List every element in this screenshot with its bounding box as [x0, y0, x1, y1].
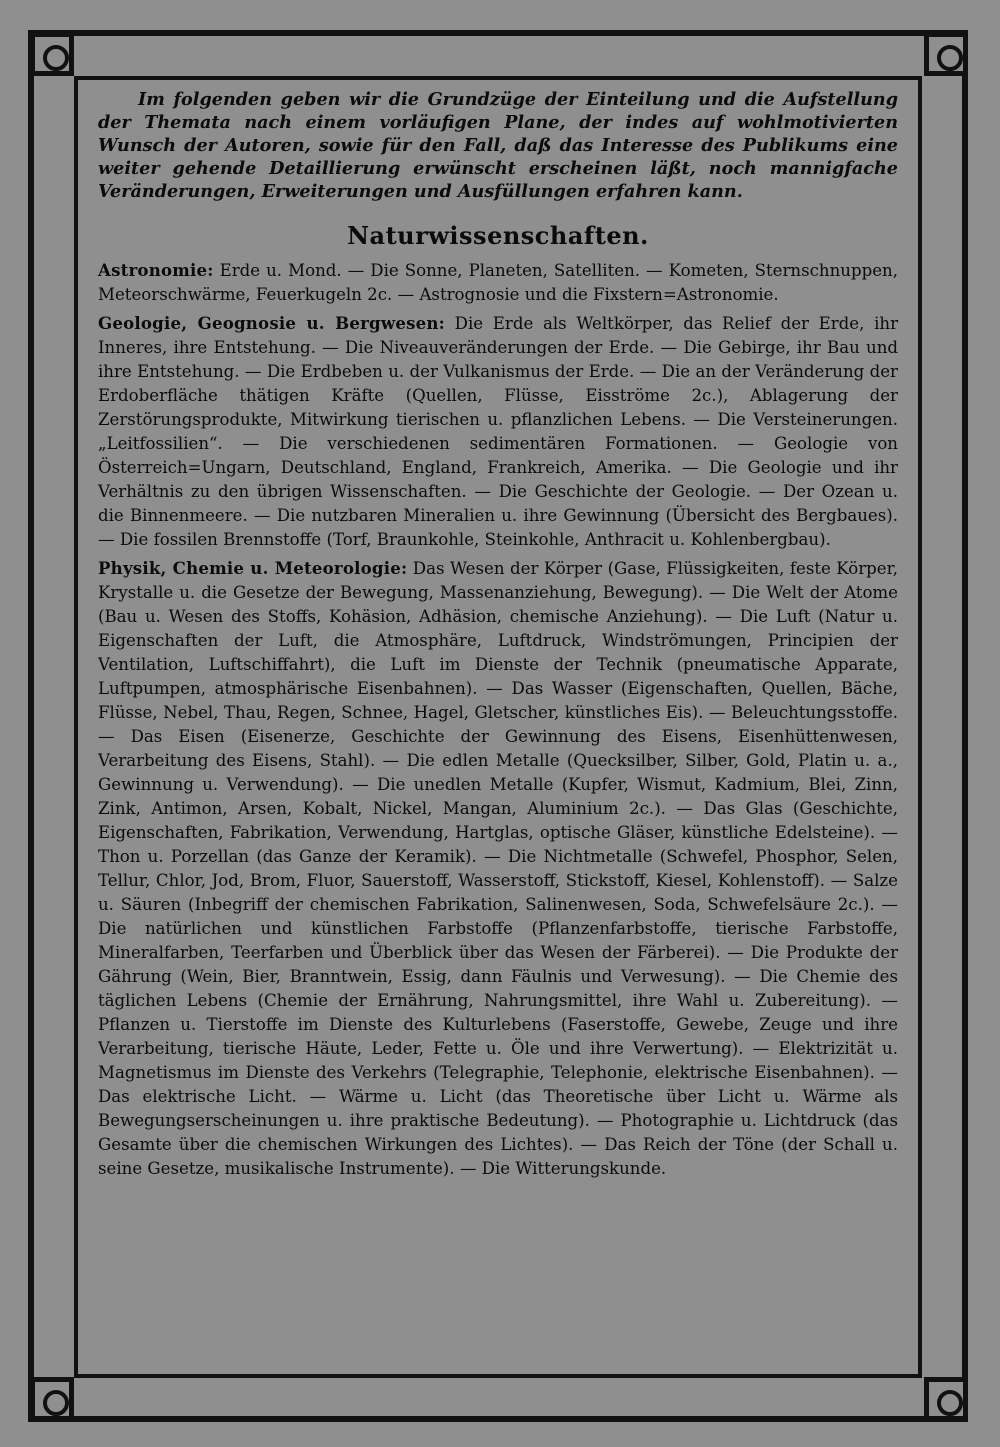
section-body: Erde u. Mond. — Die Sonne, Planeten, Satelliten. — Kometen, Sternschnuppen, Meteorschwärme, Feuerkugeln 2c. — Astrognosie und die Fixstern=Astronomie. — [98, 261, 898, 304]
section-body: Das Wesen der Körper (Gase, Flüssigkeiten, feste Körper, Krystalle u. die Gesetze der Bewegung, Massenanziehung, Bewegung). — Die Welt der Atome (Bau u. Wesen des Stoffs, Kohäsion, Adhäsion, chemische Anziehung). — Die Luft (Natur u. Eigenschaften der Luft, die Atmosphäre, Luftdruck, Windströmungen, Principien der Ventilation, Luftschiffahrt), die Luft im Dienste der Technik (pneumatische Apparate, Luftpumpen, atmosphärische Eisenbahnen). — Das Wasser (Eigenschaften, Quellen, Bäche, Flüsse, Nebel, Thau, Regen, Schnee, Hagel, Gletscher, künstliches Eis). — Beleuchtungsstoffe. — Das Eisen (Eisenerze, Geschichte der Gewinnung des Eisens, Eisenhüttenwesen, Verarbeitung des Eisens, Stahl). — Die edlen Metalle (Quecksilber, Silber, Gold, Platin u. a., Gewinnung u. Verwendung). — Die unedlen Metalle (Kupfer, Wismut, Kadmium, Blei, Zinn, Zink, Antimon, Arsen, Kobalt, Nickel, Mangan, Aluminium 2c.). — Das Glas (Geschichte, Eigenschaften, Fabrikation, Verwendung, Hartglas, optische Gläser, künstliche Edelsteine). — Thon u. Porzellan (das Ganze der Keramik). — Die Nichtmetalle (Schwefel, Phosphor, Selen, Tellur, Chlor, Jod, Brom, Fluor, Sauerstoff, Wasserstoff, Stickstoff, Kiesel, Kohlenstoff). — Salze u. Säuren (Inbegriff der chemischen Fabrikation, Salinenwesen, Soda, Schwefelsäure 2c.). — Die natürlichen und künstlichen Farbstoffe (Pflanzenfarbstoffe, tierische Farbstoffe, Mineralfarben, Teerfarben und Überblick über das Wesen der Färberei). — Die Produkte der Gährung (Wein, Bier, Branntwein, Essig, dann Fäulnis und Verwesung). — Die Chemie des täglichen Lebens (Chemie der Ernährung, Nahrungsmittel, ihre Wahl u. Zubereitung). — Pflanzen u. Tierstoffe im Dienste des Kulturlebens (Faserstoffe, Gewebe, Zeuge und ihre Verarbeitung, tierische Häute, Leder, Fette u. Öle und ihre Verwertung). — Elektrizität u. Magnetismus im Dienste des Verkehrs (Telegraphie, Telephonie, elektrische Eisenbahnen). — Das elektrische Licht. — Wärme u. Licht (das Theoretische über Licht u. Wärme als Bewegungserscheinungen u. ihre praktische Bedeutung). — Photographie u. Lichtdruck (das Gesamte über die chemischen Wirkungen des Lichtes). — Das Reich der Töne (der Schall u. seine Gesetze, musikalische Instrumente). — Die Witterungskunde. — [98, 559, 898, 1178]
section-title: Physik, Chemie u. Meteorologie: — [98, 558, 408, 578]
section-physik — [98, 556, 898, 1181]
section-heading: Naturwissenschaften. — [347, 221, 649, 250]
intro-paragraph: Im folgenden geben wir die Grundzüge der Einteilung und die Aufstellung der Themata nach einem vorläufigen Plane, der indes auf wohlmotivierten Wunsch der Autoren, sowie für den Fall, daß das Interesse des Publikums eine weiter gehende Detaillierung erwünscht erscheinen läßt, noch mannigfache Veränderungen, Erweiterungen und Ausfüllungen erfahren kann. — [98, 89, 898, 202]
corner-ornament-icon — [30, 32, 74, 76]
section-title: Astronomie: — [98, 260, 214, 280]
section-astronomie — [98, 258, 898, 307]
section-body: Die Erde als Weltkörper, das Relief der Erde, ihr Inneres, ihre Entstehung. — Die Niveauveränderungen der Erde. — Die Gebirge, ihr Bau und ihre Entstehung. — Die Erdbeben u. der Vulkanismus der Erde. — Die an der Veränderung der Erdoberfläche thätigen Kräfte (Quellen, Flüsse, Eisströme 2c.), Ablagerung der Zerstörungsprodukte, Mitwirkung tierischen u. pflanzlichen Lebens. — Die Versteinerungen. „Leitfossilien“. — Die verschiedenen sedimentären Formationen. — Geologie von Österreich=Ungarn, Deutschland, England, Frankreich, Amerika. — Die Geologie und ihr Verhältnis zu den übrigen Wissenschaften. — Die Geschichte der Geologie. — Der Ozean u. die Binnenmeere. — Die nutzbaren Mineralien u. ihre Gewinnung (Übersicht des Bergbaues). — Die fossilen Brennstoffe (Torf, Braunkohle, Steinkohle, Anthracit u. Kohlenbergbau). — [98, 314, 898, 549]
corner-ornament-icon — [30, 1377, 74, 1421]
corner-ornament-icon — [924, 1377, 968, 1421]
section-geologie — [98, 311, 898, 552]
page-content — [98, 88, 898, 1358]
corner-ornament-icon — [924, 32, 968, 76]
section-title: Geologie, Geognosie u. Bergwesen: — [98, 313, 445, 333]
